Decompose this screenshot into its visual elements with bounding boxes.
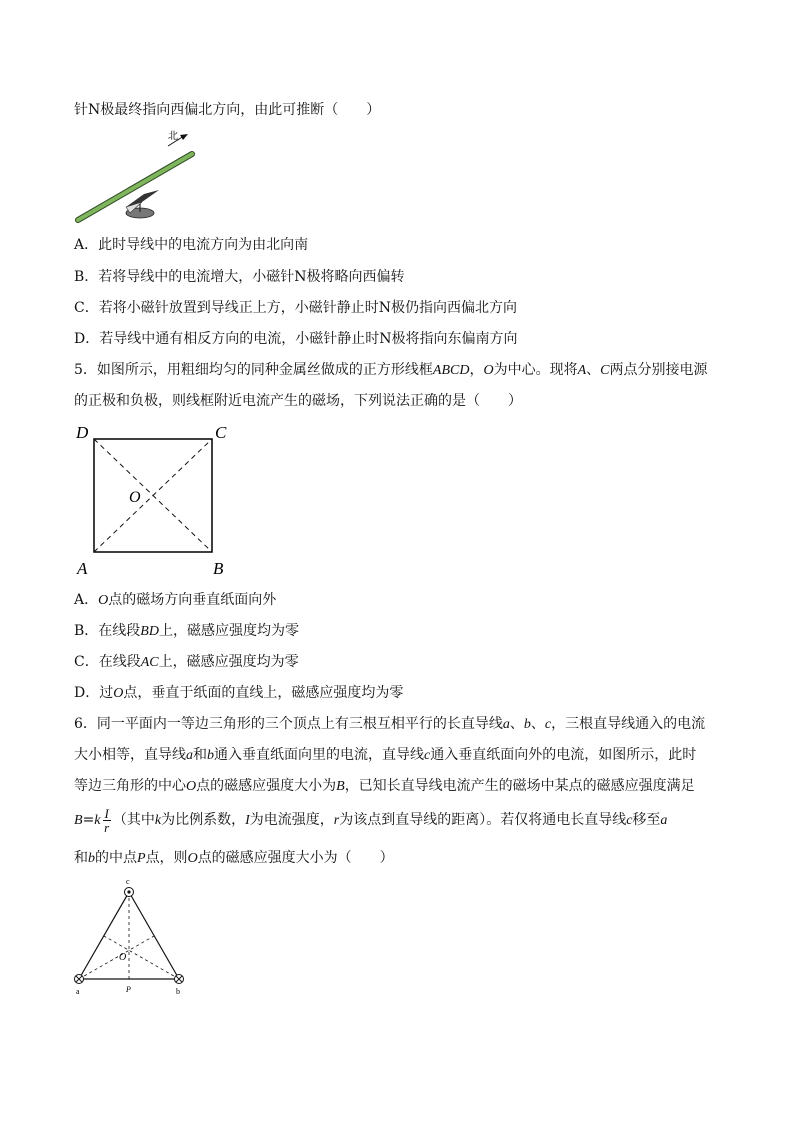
label-c-wire: c (126, 877, 130, 886)
triangle-side-bc (129, 892, 179, 979)
north-arrow-head (180, 134, 188, 140)
q5-option-b: B．在线段BD上，磁感应强度均为零 (74, 623, 299, 639)
q5-option-d: D．过O点，垂直于纸面的直线上，磁感应强度均为零 (74, 685, 404, 701)
q5-option-c: C．在线段AC上，磁感应强度均为零 (74, 654, 299, 670)
label-a-wire: a (76, 987, 80, 996)
q4-wire-compass-figure (70, 124, 200, 226)
q4-option-a: A．此时导线中的电流方向为由北向南 (74, 237, 309, 253)
q5-stem-line2: 的正极和负极，则线框附近电流产生的磁场，下列说法正确的是（ ） (74, 393, 522, 409)
wire-b-into-page-icon (175, 975, 184, 984)
q5-stem-line1: 5．如图所示，用粗细均匀的同种金属丝做成的正方形线框ABCD，O为中心。现将A、C两点分别接电源 (74, 362, 708, 378)
q4-option-d: D．若导线中通有相反方向的电流，小磁针静止时N极将指向东偏南方向 (74, 331, 518, 347)
label-a: A (77, 559, 88, 578)
q6-stem-line5: 和b的中点P点，则O点的磁感应强度大小为（ ） (74, 850, 394, 866)
label-p-midpoint: P (126, 985, 131, 994)
label-o-center: O (119, 952, 127, 963)
label-b-wire: b (176, 987, 180, 996)
wire-a-into-page-icon (75, 975, 84, 984)
formula-fraction: $\frac{I}{r}$ (104, 805, 110, 835)
label-d: D (76, 423, 89, 442)
median-from-a (79, 936, 154, 979)
label-c: C (215, 423, 227, 442)
q5-square-figure (74, 420, 244, 580)
north-label: 北 (168, 131, 178, 142)
q6-stem-line3: 等边三角形的中心O点的磁感应强度大小为B，已知长直导线电流产生的磁场中某点的磁感应强度满足 (74, 778, 695, 794)
q6-stem-line1: 6．同一平面内一等边三角形的三个顶点上有三根互相平行的长直导线a、b、c，三根直导线通入的电流 (74, 716, 706, 732)
label-o: O (129, 489, 141, 506)
wire-c-out-of-page-icon (125, 888, 134, 897)
q5-option-a: A．O点的磁场方向垂直纸面向外 (74, 592, 277, 608)
q4-option-c: C．若将小磁针放置到导线正上方，小磁针静止时N极仍指向西偏北方向 (74, 300, 517, 316)
q6-stem-line4: B=k $\frac{I}{r}$ （其中k为比例系数，I为电流强度，r为该点到直导线的距离）。若仅将通电长直导线c移至a (74, 805, 668, 835)
triangle-side-ac (79, 892, 129, 979)
label-b: B (213, 559, 224, 578)
q4-stem-tail: 针N极最终指向西偏北方向，由此可推断（ ） (74, 102, 381, 118)
q6-stem-line2: 大小相等，直导线a和b通入垂直纸面向里的电流，直导线c通入垂直纸面向外的电流，如图所示，此时 (74, 747, 697, 763)
q4-option-b: B．若将导线中的电流增大，小磁针N极将略向西偏转 (74, 269, 405, 285)
q6-triangle-figure (66, 877, 196, 1002)
median-from-b (104, 936, 179, 979)
